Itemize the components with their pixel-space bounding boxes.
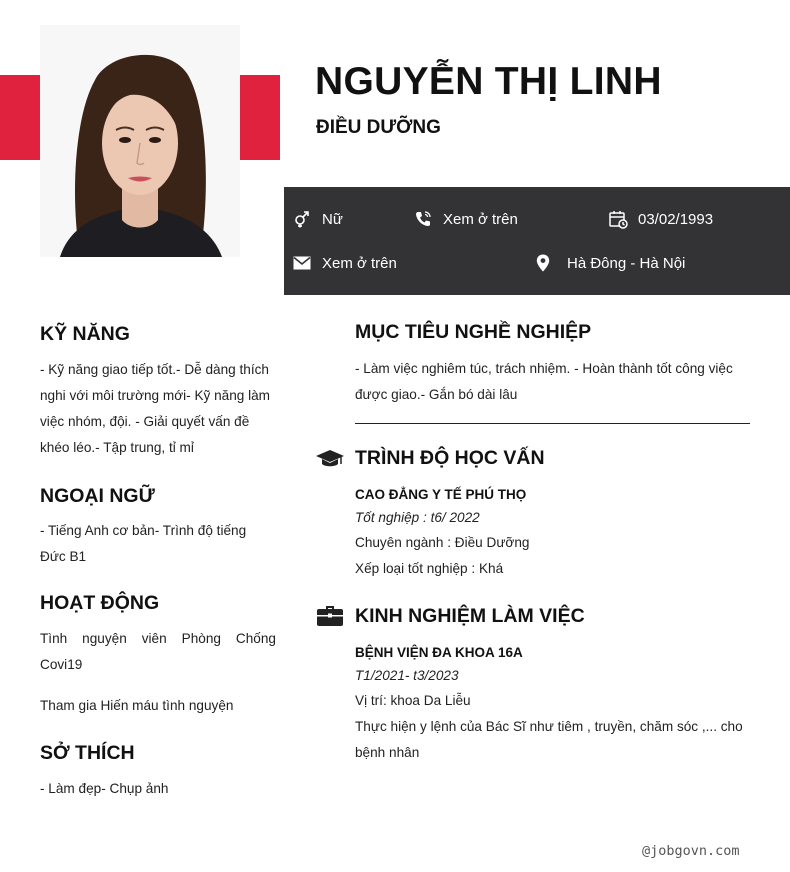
objective-line: - Làm việc nghiêm túc, trách nhiệm. - Hoàn thành tốt công việc <box>355 361 733 376</box>
gender-icon <box>292 209 312 229</box>
work-description <box>355 714 765 766</box>
school-name: CAO ĐẲNG Y TẾ PHÚ THỌ <box>355 487 527 502</box>
hobbies-text: - Làm đẹp- Chụp ảnh <box>40 781 169 796</box>
contact-address <box>533 253 685 273</box>
phone-icon <box>413 209 433 229</box>
accent-bar-left <box>0 75 40 160</box>
contact-phone <box>413 209 518 229</box>
languages-line: - Tiếng Anh cơ bản- Trình độ tiếng <box>40 523 247 538</box>
languages-title: NGOẠI NGỮ <box>40 485 155 507</box>
address-value: Hà Đông - Hà Nội <box>567 254 686 272</box>
work-description-line: bệnh nhân <box>355 745 420 760</box>
objective-text <box>355 356 755 408</box>
skills-text <box>40 357 280 461</box>
activity-item-1: Tình nguyện viên Phòng Chống Covi19 <box>40 631 276 672</box>
email-icon <box>292 253 312 273</box>
experience-title: KINH NGHIỆM LÀM VIỆC <box>355 605 585 627</box>
email-value: Xem ở trên <box>322 254 397 272</box>
skills-line: việc nhóm, đội. - Giải quyết vấn đề <box>40 414 250 429</box>
phone-value: Xem ở trên <box>443 210 518 228</box>
languages-line: Đức B1 <box>40 549 87 564</box>
objective-title: MỤC TIÊU NGHỀ NGHIỆP <box>355 321 592 343</box>
graduation-cap-icon <box>315 446 345 472</box>
activity-item-2: Tham gia Hiến máu tình nguyện <box>40 698 234 713</box>
contact-email <box>292 253 397 273</box>
contact-birthdate <box>608 209 713 229</box>
briefcase-icon <box>315 602 345 628</box>
work-position: Vị trí: khoa Da Liễu <box>355 693 471 708</box>
job-title: ĐIỀU DƯỠNG <box>316 117 441 138</box>
skills-line: - Kỹ năng giao tiếp tốt.- Dễ dàng thích <box>40 362 269 377</box>
candidate-name: NGUYỄN THỊ LINH <box>315 60 662 103</box>
work-description-line: Thực hiện y lệnh của Bác Sĩ như tiêm , truyền, chăm sóc ,... cho <box>355 719 743 734</box>
contact-gender <box>292 209 343 229</box>
company-name: BỆNH VIỆN ĐA KHOA 16A <box>355 645 523 660</box>
work-period: T1/2021- t3/2023 <box>355 668 459 683</box>
skills-line: khéo léo.- Tập trung, tỉ mỉ <box>40 440 194 455</box>
graduation-date: Tốt nghiệp : t6/ 2022 <box>355 510 480 525</box>
watermark: @jobgovn.com <box>642 843 740 859</box>
skills-title: KỸ NĂNG <box>40 323 130 345</box>
gender-value: Nữ <box>322 210 343 228</box>
section-divider <box>355 423 750 424</box>
major: Chuyên ngành : Điều Dưỡng <box>355 535 530 550</box>
skills-line: nghi với môi trường mới- Kỹ năng làm <box>40 388 271 403</box>
contact-info-box <box>284 187 790 295</box>
location-icon <box>533 253 553 273</box>
activities-title: HOẠT ĐỘNG <box>40 592 160 614</box>
objective-line: được giao.- Gắn bó dài lâu <box>355 387 518 402</box>
accent-bar-right <box>240 75 280 160</box>
hobbies-title: SỞ THÍCH <box>40 742 135 764</box>
profile-photo <box>40 25 240 257</box>
birthdate-value: 03/02/1993 <box>638 210 714 228</box>
calendar-icon <box>608 209 628 229</box>
grade: Xếp loại tốt nghiệp : Khá <box>355 561 504 576</box>
languages-text <box>40 518 280 570</box>
education-title: TRÌNH ĐỘ HỌC VẤN <box>355 447 545 469</box>
